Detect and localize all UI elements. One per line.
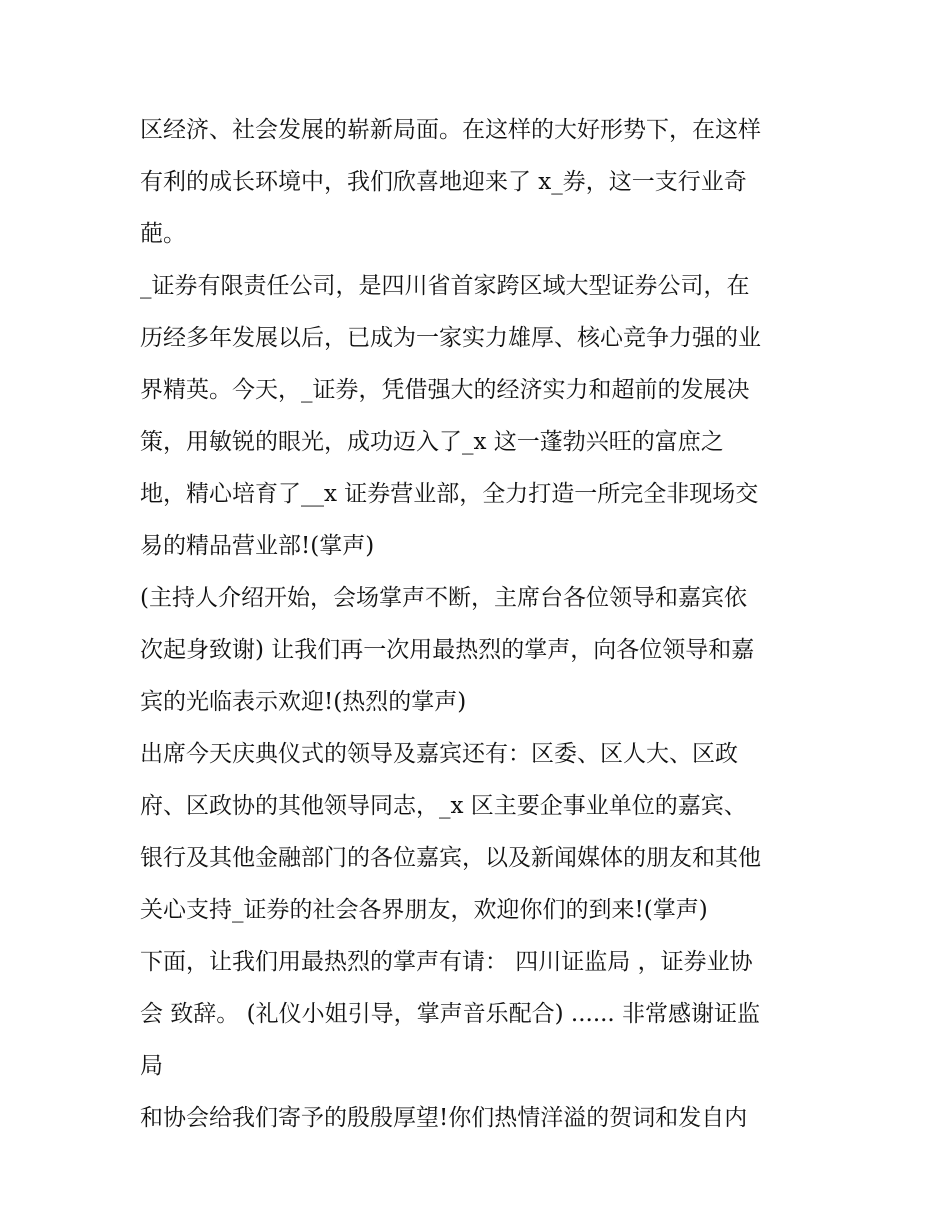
text-line: 银行及其他金融部门的各位嘉宾，以及新闻媒体的朋友和其他 xyxy=(140,845,761,871)
text-line: 有利的成长环境中，我们欣喜地迎来了 x_券，这一支行业奇 xyxy=(140,169,747,195)
text-line: 界精英。今天，_证券，凭借强大的经济实力和超前的发展决 xyxy=(140,377,750,403)
text-line: _证券有限责任公司，是四川省首家跨区域大型证券公司，在 xyxy=(140,273,750,299)
text-line: 策，用敏锐的眼光，成功迈入了_x 这一蓬勃兴旺的富庶之 xyxy=(140,429,724,455)
text-line: 历经多年发展以后，已成为一家实力雄厚、核心竞争力强的业 xyxy=(140,325,761,351)
text-line: 局 xyxy=(140,1053,163,1079)
text-line: 关心支持_证券的社会各界朋友，欢迎你们的到来!(掌声) xyxy=(140,897,708,923)
text-line: 和协会给我们寄予的殷殷厚望!你们热情洋溢的贺词和发自内 xyxy=(140,1105,748,1131)
text-line: 地，精心培育了__x 证券营业部，全力打造一所完全非现场交 xyxy=(140,481,759,507)
text-line: 出席今天庆典仪式的领导及嘉宾还有：区委、区人大、区政 xyxy=(140,741,738,767)
text-line: 宾的光临表示欢迎!(热烈的掌声) xyxy=(140,689,467,715)
text-line: 府、区政协的其他领导同志，_x 区主要企事业单位的嘉宾、 xyxy=(140,793,747,819)
text-line: 下面，让我们用最热烈的掌声有请： 四川证监局 ，证券业协 xyxy=(140,949,753,975)
text-line: (主持人介绍开始，会场掌声不断，主席台各位领导和嘉宾依 xyxy=(140,585,747,611)
text-line: 易的精品营业部!(掌声) xyxy=(140,533,375,559)
text-line: 区经济、社会发展的崭新局面。在这样的大好形势下，在这样 xyxy=(140,117,761,143)
body-text xyxy=(140,104,830,1144)
text-line: 会 致辞。 (礼仪小姐引导，掌声音乐配合) ...... 非常感谢证监 xyxy=(140,1001,761,1027)
text-line: 葩。 xyxy=(140,221,186,247)
text-line: 次起身致谢) 让我们再一次用最热烈的掌声，向各位领导和嘉 xyxy=(140,637,755,663)
